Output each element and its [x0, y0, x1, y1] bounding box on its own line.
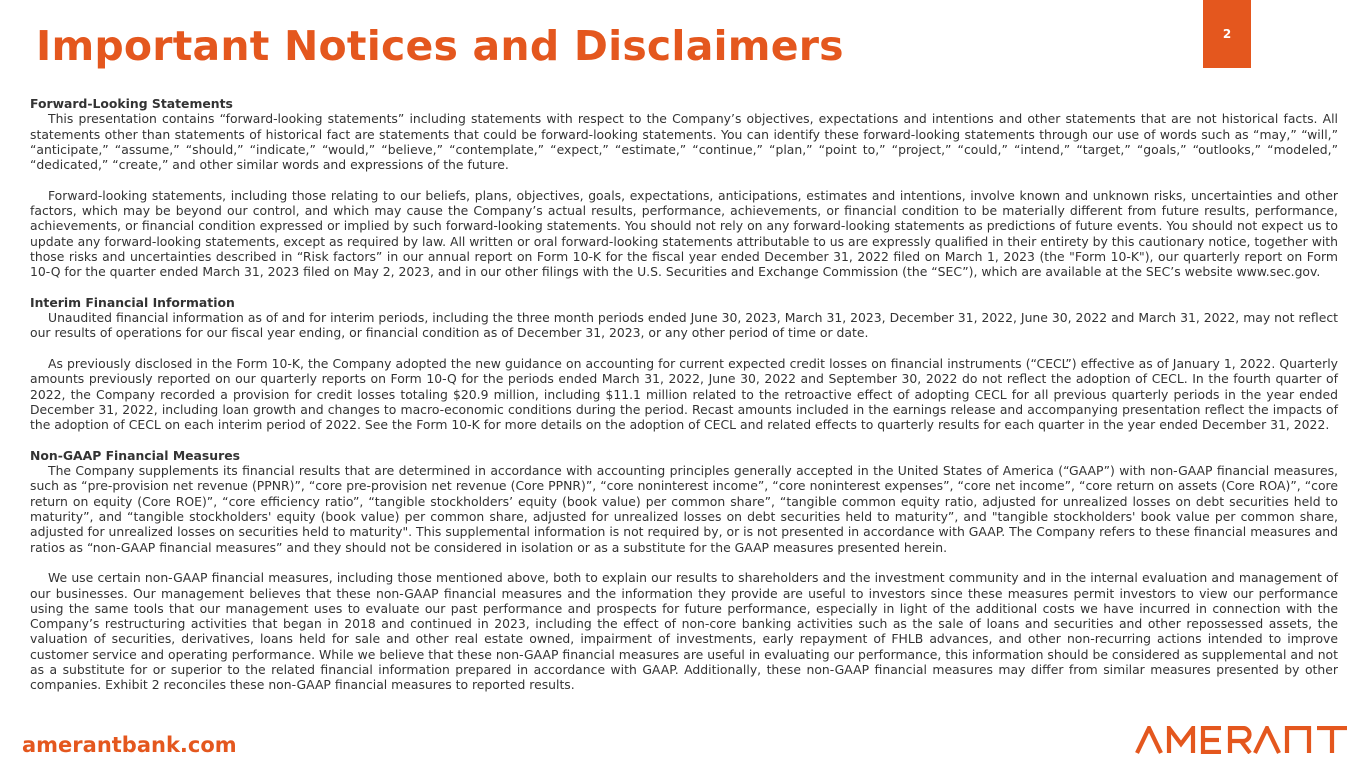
- amerant-logo: [1135, 726, 1349, 754]
- section-heading-forward-looking: Forward-Looking Statements: [30, 96, 233, 111]
- paragraph: This presentation contains “forward-looking statements” including statements with respect to the Company’s objectives, expectations and intentions and other statements that are not historical facts. All statements other than statements of historical fact are statements that could be forward-looking statements. You can identify these forward-looking statements through our use of words such as “may,” “will,” “anticipate,” “assume,” “should,” “indicate,” “would,” “believe,” “contemplate,” “expect,” “estimate,” “continue,” “plan,” “point to,” “project,” “could,” “intend,” “target,” “goals,” “outlooks,” “modeled,” “dedicated,” “create,” and other similar words and expressions of the future.: [30, 111, 1338, 173]
- amerant-wordmark-logo-icon: [1135, 726, 1349, 754]
- paragraph: As previously disclosed in the Form 10-K, the Company adopted the new guidance on accounting for current expected credit losses on financial instruments (“CECL”) effective as of January 1, 2022. Quarterly amounts previously reported on our quarterly reports on Form 10-Q for the periods ended March 31, 2022, June 30, 2022 and September 30, 2022 do not reflect the adoption of CECL. In the fourth quarter of 2022, the Company recorded a provision for credit losses totaling $20.9 million, including $11.1 million related to the retroactive effect of adopting CECL for all previous quarterly periods in the year ended December 31, 2022, including loan growth and changes to macro-economic conditions during the period. Recast amounts included in the earnings release and accompanying presentation reflect the impacts of the adoption of CECL on each interim period of 2022. See the Form 10-K for more details on the adoption of CECL and related effects to quarterly results for each quarter in the year ended December 31, 2022.: [30, 356, 1338, 433]
- paragraph: Forward-looking statements, including those relating to our beliefs, plans, objectives, goals, expectations, anticipations, estimates and intentions, involve known and unknown risks, uncertainties and other factors, which may be beyond our control, and which may cause the Company’s actual results, performance, achievements, or financial condition to be materially different from future results, performance, achievements, or financial condition expressed or implied by such forward-looking statements. You should not rely on any forward-looking statements as predictions of future events. You should not expect us to update any forward-looking statements, except as required by law. All written or oral forward-looking statements attributable to us are expressly qualified in their entirety by this cautionary notice, together with those risks and uncertainties described in “Risk factors” in our annual report on Form 10-K for the fiscal year ended December 31, 2022 filed on March 1, 2023 (the "Form 10-K"), our quarterly report on Form 10-Q for the quarter ended March 31, 2023 filed on May 2, 2023, and in our other filings with the U.S. Securities and Exchange Commission (the “SEC”), which are available at the SEC’s website www.sec.gov.: [30, 187, 1338, 280]
- disclaimer-body: [30, 96, 1338, 693]
- page-number-badge: 2: [1203, 0, 1251, 68]
- paragraph: Unaudited financial information as of and for interim periods, including the three month periods ended June 30, 2023, March 31, 2023, December 31, 2022, June 30, 2022 and March 31, 2022, may not reflect our results of operations for our fiscal year ending, or financial condition as of December 31, 2023, or any other period of time or date.: [30, 310, 1338, 341]
- paragraph: The Company supplements its financial results that are determined in accordance with accounting principles generally accepted in the United States of America (“GAAP”) with non-GAAP financial measures, such as “pre-provision net revenue (PPNR)”, “core pre-provision net revenue (Core PPNR)”, “core noninterest income”, “core noninterest expenses”, “core net income”, “core return on assets (Core ROA)”, “core return on equity (Core ROE)”, “core efficiency ratio”, “tangible stockholders’ equity (book value) per common share”, “tangible common equity ratio, adjusted for unrealized losses on debt securities held to maturity”, and “tangible stockholders' equity (book value) per common share, adjusted for unrealized losses on debt securities held to maturity”, and "tangible stockholders' book value per common share, adjusted for unrealized losses on securities held to maturity". This supplemental information is not required by, or is not presented in accordance with GAAP. The Company refers to these financial measures and ratios as “non-GAAP financial measures” and they should not be considered in isolation or as a substitute for the GAAP measures presented herein.: [30, 463, 1338, 555]
- section-heading-non-gaap: Non-GAAP Financial Measures: [30, 447, 240, 463]
- paragraph: We use certain non-GAAP financial measures, including those mentioned above, both to explain our results to shareholders and the investment community and in the internal evaluation and management of our businesses. Our management believes that these non-GAAP financial measures and the information they provide are useful to investors since these measures permit investors to view our performance using the same tools that our management uses to evaluate our past performance and prospects for future performance, especially in light of the additional costs we have incurred in connection with the Company’s restructuring activities that began in 2018 and continued in 2023, including the effect of non-core banking activities such as the sale of loans and securities and other repossessed assets, the valuation of securities, derivatives, loans held for sale and other real estate owned, impairment of investments, early repayment of FHLB advances, and other non-recurring actions intended to improve customer service and operating performance. While we believe that these non-GAAP financial measures are useful in evaluating our performance, this information should be considered as supplemental and not as a substitute for or superior to the related financial information prepared in accordance with GAAP. Additionally, these non-GAAP financial measures may differ from similar measures presented by other companies. Exhibit 2 reconciles these non-GAAP financial measures to reported results.: [30, 570, 1338, 693]
- footer-website-link[interactable]: amerantbank.com: [22, 733, 237, 757]
- page-title: Important Notices and Disclaimers: [36, 22, 844, 70]
- section-heading-interim-financial: Interim Financial Information: [30, 294, 235, 310]
